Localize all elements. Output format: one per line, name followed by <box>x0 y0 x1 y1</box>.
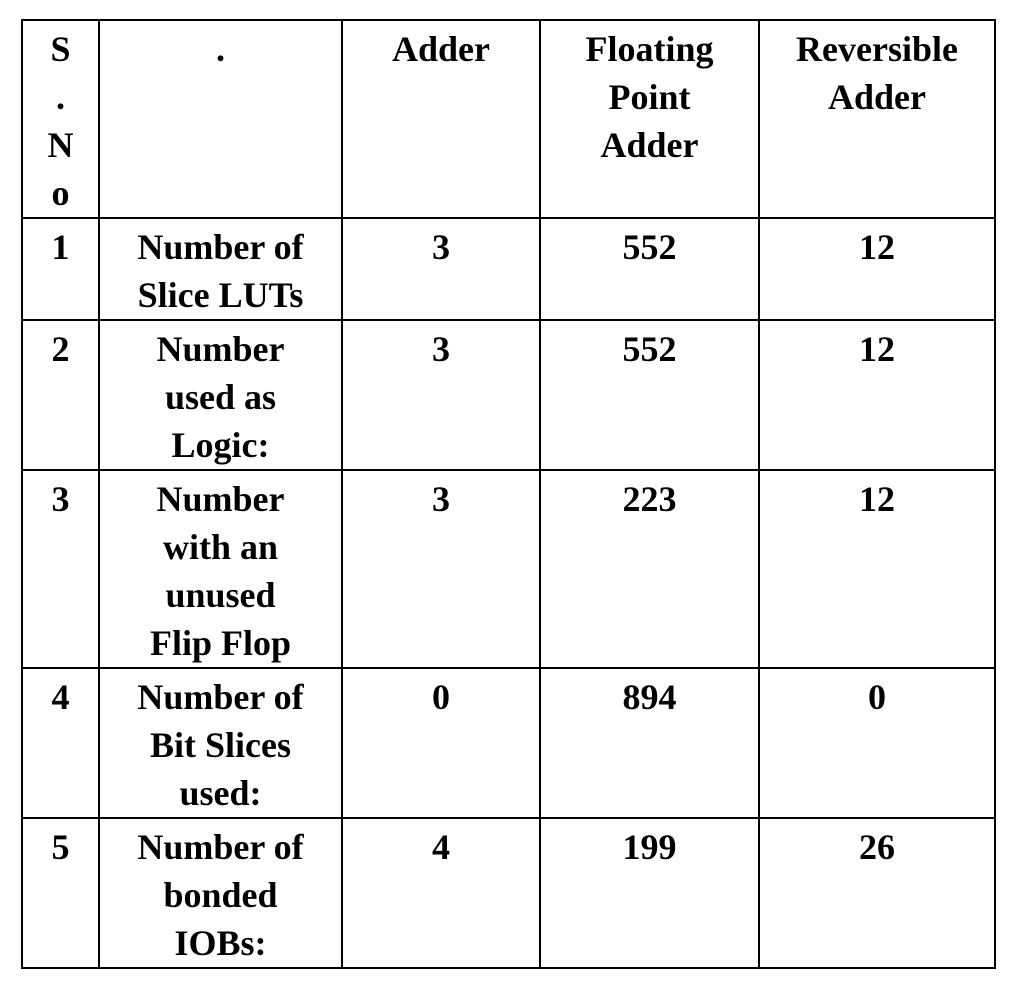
parameter-line: Bit Slices <box>150 725 291 765</box>
cell-reversible-adder: 12 <box>759 218 995 320</box>
cell-floating-point-adder: 223 <box>540 470 759 668</box>
parameter-line: used as <box>164 377 277 417</box>
parameter-line: Number of <box>137 227 304 267</box>
header-line: Adder <box>828 77 926 117</box>
cell-floating-point-adder: 552 <box>540 320 759 470</box>
cell-reversible-adder: 26 <box>759 818 995 968</box>
cell-parameter <box>99 320 342 470</box>
header-line: Floating <box>585 29 714 69</box>
parameter-line: Logic: <box>171 425 270 465</box>
cell-parameter <box>99 668 342 818</box>
cell-sno: 4 <box>22 668 99 818</box>
parameter-line: Number <box>156 479 285 519</box>
parameter-line: Flip Flop <box>149 623 292 663</box>
header-sno <box>22 20 99 218</box>
cell-sno: 3 <box>22 470 99 668</box>
cell-reversible-adder: 12 <box>759 470 995 668</box>
parameter-line: with an <box>162 527 279 567</box>
cell-sno: 2 <box>22 320 99 470</box>
table-row <box>22 668 995 818</box>
table-header-row <box>22 20 995 218</box>
parameter-line: used: <box>179 773 262 813</box>
cell-sno: 1 <box>22 218 99 320</box>
header-sno-char: N <box>47 125 74 165</box>
header-adder: Adder <box>342 20 540 218</box>
cell-reversible-adder: 12 <box>759 320 995 470</box>
parameter-line: Slice LUTs <box>137 275 304 315</box>
cell-parameter <box>99 818 342 968</box>
cell-floating-point-adder: 199 <box>540 818 759 968</box>
parameter-line: unused <box>165 575 276 615</box>
header-floating-point-adder <box>540 20 759 218</box>
cell-adder: 0 <box>342 668 540 818</box>
cell-floating-point-adder: 552 <box>540 218 759 320</box>
cell-parameter <box>99 470 342 668</box>
header-reversible-adder <box>759 20 995 218</box>
table-row <box>22 320 995 470</box>
header-line: Point <box>608 77 691 117</box>
header-sno-char: o <box>51 173 70 213</box>
parameter-line: bonded <box>163 875 278 915</box>
table-row <box>22 818 995 968</box>
comparison-table <box>21 19 996 969</box>
parameter-line: Number of <box>137 827 304 867</box>
header-line: Reversible <box>796 29 958 69</box>
cell-reversible-adder: 0 <box>759 668 995 818</box>
header-sno-char: S <box>50 29 71 69</box>
header-line: Adder <box>600 125 699 165</box>
header-parameter: . <box>99 20 342 218</box>
cell-parameter <box>99 218 342 320</box>
parameter-line: Number of <box>137 677 304 717</box>
cell-adder: 3 <box>342 320 540 470</box>
cell-adder: 3 <box>342 218 540 320</box>
cell-sno: 5 <box>22 818 99 968</box>
table-row <box>22 218 995 320</box>
parameter-line: IOBs: <box>174 923 267 963</box>
cell-adder: 3 <box>342 470 540 668</box>
cell-floating-point-adder: 894 <box>540 668 759 818</box>
parameter-line: Number <box>156 329 285 369</box>
header-sno-char: . <box>56 77 65 117</box>
table-row <box>22 470 995 668</box>
cell-adder: 4 <box>342 818 540 968</box>
